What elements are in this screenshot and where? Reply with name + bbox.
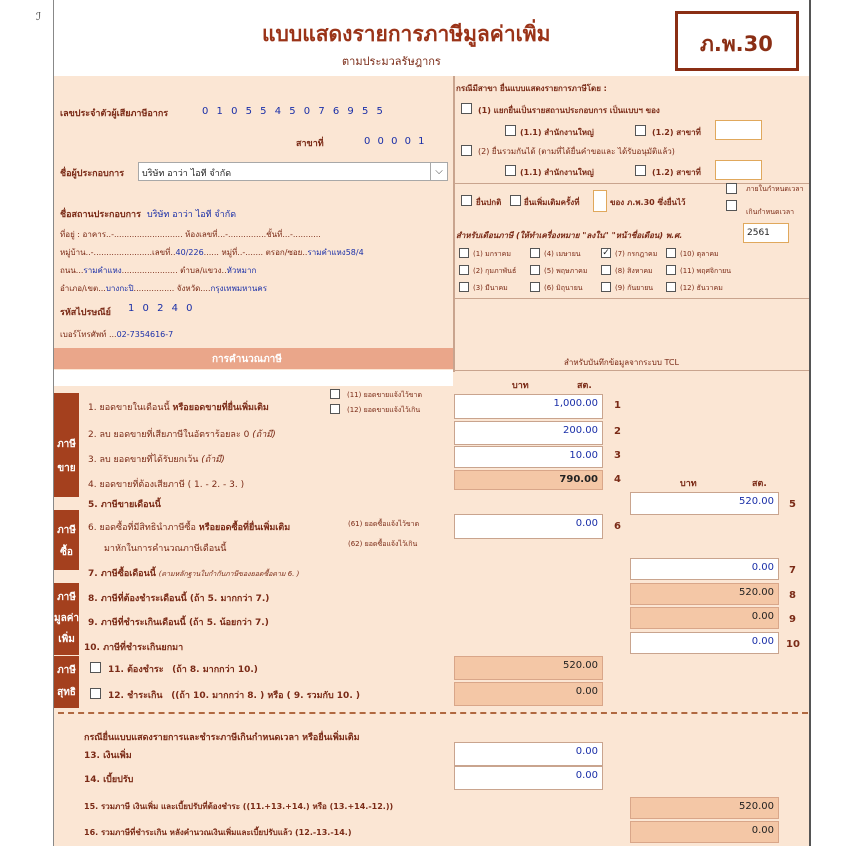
chk12-label: (12) ยอดขายแจ้งไว้เกิน [347,406,421,414]
row4-value: 790.00 [454,470,603,490]
within-deadline-checkbox[interactable] [726,183,737,194]
normal-checkbox[interactable] [461,195,472,206]
row3-label: 3. ลบ ยอดขายที่ได้รับยกเว้น (ถ้ามี) [88,455,225,465]
row6-input[interactable]: 0.00 [454,514,603,539]
chk62-label: (62) ยอดซื้อแจ้งไว้เกิน [348,540,418,548]
postcode-value: 1 0 2 4 0 [128,303,193,314]
line-num-4: 4 [614,474,621,485]
row10-input[interactable]: 0.00 [630,632,779,654]
branch-value: 0 0 0 0 1 [364,136,425,147]
branch-heading: กรณีมีสาขา ยื่นแบบแสดงรายการภาษีโดย : [456,84,607,93]
line-num-2: 2 [614,426,621,437]
col-baht-1: บาท [512,381,529,391]
opt1-checkbox[interactable] [461,103,472,114]
address-line-1: ที่อยู่ : อาคาร..-........................... ห้องเลขที่...-...............ชั้นที่...-........... [60,230,321,239]
month-label: (9) กันยายน [615,284,654,292]
opt2-2-label: (1.2) สาขาที่ [652,168,701,177]
panel-rule-2 [454,298,809,299]
chk11-checkbox[interactable] [330,389,340,399]
col-satang-1: สต. [577,381,592,391]
month-label: (4) เมษายน [544,250,581,258]
opt2-1-checkbox[interactable] [505,165,516,176]
row8-label: 8. ภาษีที่ต้องชำระเดือนนี้ (ถ้า 5. มากกว่า 7.) [88,594,270,604]
month-checkbox[interactable] [459,282,469,292]
month-label: (11) พฤศจิกายน [680,267,732,275]
side-vat: ภาษี มูลค่า เพิ่ม [54,583,79,655]
tax-id-label: เลขประจำตัวผู้เสียภาษีอากร [60,109,169,119]
panel-rule-3 [454,370,809,371]
month-checkbox[interactable]: ✓ [602,248,610,258]
month-label: (2) กุมภาพันธ์ [473,267,517,275]
calc-top-strip [54,370,453,386]
month-checkbox[interactable] [666,282,676,292]
row9-label: 9. ภาษีที่ชำระเกินเดือนนี้ (ถ้า 5. น้อยกว่า 7.) [88,618,269,628]
row13-input[interactable]: 0.00 [454,742,603,766]
month-label: (12) ธันวาคม [680,284,723,292]
row5-label: 5. ภาษีขายเดือนนี้ [88,500,161,510]
row2-label: 2. ลบ ยอดขายที่เสียภาษีในอัตราร้อยละ 0 (ถ้ามี) [88,430,276,440]
row1-input[interactable]: 1,000.00 [454,394,603,419]
dashed-separator [58,712,808,714]
over-deadline-checkbox[interactable] [726,200,737,211]
address-line-4: อำเภอ/เขต...บางกะปิ................ จังหวัด....กรุงเทพมหานคร [60,284,267,293]
opt1-2-label: (1.2) สาขาที่ [652,128,701,137]
form-code: ภ.พ.30 [700,32,773,56]
row11-value: 520.00 [454,656,603,680]
row6-label: 6. ยอดซื้อที่มีสิทธินำภาษีซื้อ หรือยอดซื้อที่ยื่นเพิ่มเติม [88,523,291,533]
tax-id-value: 0 1 0 5 5 4 5 0 7 6 9 5 5 [202,106,383,117]
tcl-note: สำหรับบันทึกข้อมูลจากระบบ TCL [564,358,679,367]
opt1-1-label: (1.1) สำนักงานใหญ่ [520,128,594,137]
form-right-border [809,0,811,846]
line-num-9: 9 [789,614,796,625]
line-num-5: 5 [789,499,796,510]
row13-label: 13. เงินเพิ่ม [84,751,132,761]
row14-input[interactable]: 0.00 [454,766,603,790]
opt1-2-checkbox[interactable] [635,125,646,136]
form-subtitle: ตามประมวลรัษฎากร [342,55,441,68]
address-province: กรุงเทพมหานคร [210,284,267,293]
row12-checkbox[interactable] [90,688,101,699]
late-heading: กรณียื่นแบบแสดงรายการและชำระภาษีเกินกำหนดเวลา หรือยื่นเพิ่มเติม [84,733,360,743]
year-input[interactable] [743,223,789,243]
row12-label: 12. ชำระเกิน ((ถ้า 10. มากกว่า 8. ) หรือ ( 9. รวมกับ 10. ) [108,691,360,701]
additional-checkbox[interactable] [510,195,521,206]
opt2-label: (2) ยื่นรวมกันได้ (ตามที่ได้ยื่นคำขอและ ได้รับอนุมัติแล้ว) [478,147,675,156]
side-sales: ภาษี ขาย [54,393,79,497]
opt2-1-label: (1.1) สำนักงานใหญ่ [520,168,594,177]
month-label: (1) มกราคม [473,250,511,258]
month-label: (3) มีนาคม [473,284,508,292]
chk11-label: (11) ยอดขายแจ้งไว้ขาด [347,391,423,399]
over-deadline-label: เกินกำหนดเวลา [746,208,795,216]
branch-label: สาขาที่ [296,139,324,149]
address-subdistrict: หัวหมาก [226,266,257,275]
establishment-name: บริษัท อาว่า ไอที จำกัด [147,210,237,220]
row15-label: 15. รวมภาษี เงินเพิ่ม และเบี้ยปรับที่ต้องชำระ ((11.+13.+14.) หรือ (13.+14.-12.)) [84,802,394,811]
month-heading: สำหรับเดือนภาษี (ให้ทำเครื่องหมาย "ลงใน" "หน้าชื่อเดือน) พ.ศ. [456,231,683,240]
operator-label: ชื่อผู้ประกอบการ [60,169,125,179]
normal-label: ยื่นปกติ [476,198,502,207]
line-num-6: 6 [614,521,621,532]
month-label: (5) พฤษภาคม [544,267,588,275]
line-num-3: 3 [614,450,621,461]
row10-label: 10. ภาษีที่ชำระเกินยกมา [84,643,184,653]
row5-input[interactable]: 520.00 [630,492,779,515]
month-checkbox[interactable] [601,265,611,275]
side-net: ภาษี สุทธิ [54,656,79,708]
phone-value: 02-7354616-7 [116,330,174,339]
establishment-label: ชื่อสถานประกอบการ [60,210,141,220]
month-checkbox[interactable] [530,248,540,258]
month-checkbox[interactable] [459,248,469,258]
month-checkbox[interactable] [601,282,611,292]
address-soi: รามคำแหง58/4 [307,248,364,257]
line-num-7: 7 [789,565,796,576]
row4-label: 4. ยอดขายที่ต้องเสียภาษี ( 1. - 2. - 3. ) [88,480,245,490]
calc-header: การคำนวณภาษี [212,354,282,365]
line-num-1: 1 [614,400,621,411]
row9-value: 0.00 [630,607,779,629]
row14-label: 14. เบี้ยปรับ [84,775,134,785]
additional-suffix: ของ ภ.พ.30 ซึ่งยื่นไว้ [610,198,686,207]
form-title: แบบแสดงรายการภาษีมูลค่าเพิ่ม [262,22,551,46]
opt2-branch-input[interactable] [715,160,762,180]
month-checkbox[interactable] [666,265,676,275]
col-baht-2: บาท [680,479,697,489]
line-num-10: 10 [786,639,800,650]
address-no: 40/226 [175,248,204,257]
row15-value: 520.00 [630,797,779,819]
opt1-branch-input[interactable] [715,120,762,140]
phone-row: เบอร์โทรศัพท์ ...02-7354616-7 [60,330,174,339]
panel-divider [453,76,455,372]
chk12-checkbox[interactable] [330,404,340,414]
opt2-2-checkbox[interactable] [635,165,646,176]
row8-value: 520.00 [630,583,779,605]
col-satang-2: สต. [752,479,767,489]
within-deadline-label: ภายในกำหนดเวลา [746,185,804,193]
opt1-1-checkbox[interactable] [505,125,516,136]
year-value: 2561 [747,228,770,238]
line-num-8: 8 [789,590,796,601]
additional-count-input[interactable] [593,190,607,212]
row2-input[interactable]: 200.00 [454,421,603,445]
row3-input[interactable]: 10.00 [454,446,603,468]
additional-label: ยื่นเพิ่มเติมครั้งที่ [524,198,580,207]
operator-select[interactable] [138,162,448,181]
row11-label: 11. ต้องชำระ (ถ้า 8. มากกว่า 10.) [108,665,258,675]
row16-label: 16. รวมภาษีที่ชำระเกิน หลังคำนวณเงินเพิ่มและเบี้ยปรับแล้ว (12.-13.-14.) [84,828,352,837]
postcode-label: รหัสไปรษณีย์ [60,308,111,318]
month-checkbox[interactable] [459,265,469,275]
month-label: (6) มิถุนายน [544,284,583,292]
corner-mark: ℐ [36,10,42,23]
row11-checkbox[interactable] [90,662,101,673]
row16-value: 0.00 [630,821,779,843]
month-label: (10) ตุลาคม [680,250,719,258]
month-checkbox[interactable] [666,248,676,258]
chk61-label: (61) ยอดซื้อแจ้งไว้ขาด [348,520,420,528]
address-district: บางกะปิ [105,284,134,293]
address-road: รามคำแหง [83,266,122,275]
row1-label: 1. ยอดขายในเดือนนี้ หรือยอดขายที่ยื่นเพิ่มเติม [88,403,269,413]
opt1-label: (1) แยกยื่นเป็นรายสถานประกอบการ เป็นแบบฯ ของ [478,106,660,115]
address-line-3: ถนน...รามคำแหง...................... ตำบล/แขวง..หัวหมาก [60,266,257,275]
month-label: (8) สิงหาคม [615,267,653,275]
side-purchase: ภาษี ซื้อ [54,510,79,570]
address-line-2: หมู่บ้าน..-.......................เลขที่..40/226...... หมู่ที่..-....... ตรอก/ซอย..รามคำแหง58/4 [60,248,364,257]
row12-value: 0.00 [454,682,603,706]
month-checkbox[interactable] [530,265,540,275]
row7-label: 7. ภาษีซื้อเดือนนี้ (ตามหลักฐานใบกำกับภาษีของยอดซื้อตาม 6. ) [88,569,300,579]
month-checkbox[interactable] [530,282,540,292]
month-label: (7) กรกฎาคม [615,250,658,258]
opt2-checkbox[interactable] [461,145,472,156]
row7-input[interactable]: 0.00 [630,558,779,580]
chevron-down-icon[interactable]: ⌵ [430,163,447,180]
operator-select-value: บริษัท อาว่า ไอที จำกัด [142,169,232,179]
row6-label-2: มาหักในการคำนวณภาษีเดือนนี้ [104,544,227,554]
